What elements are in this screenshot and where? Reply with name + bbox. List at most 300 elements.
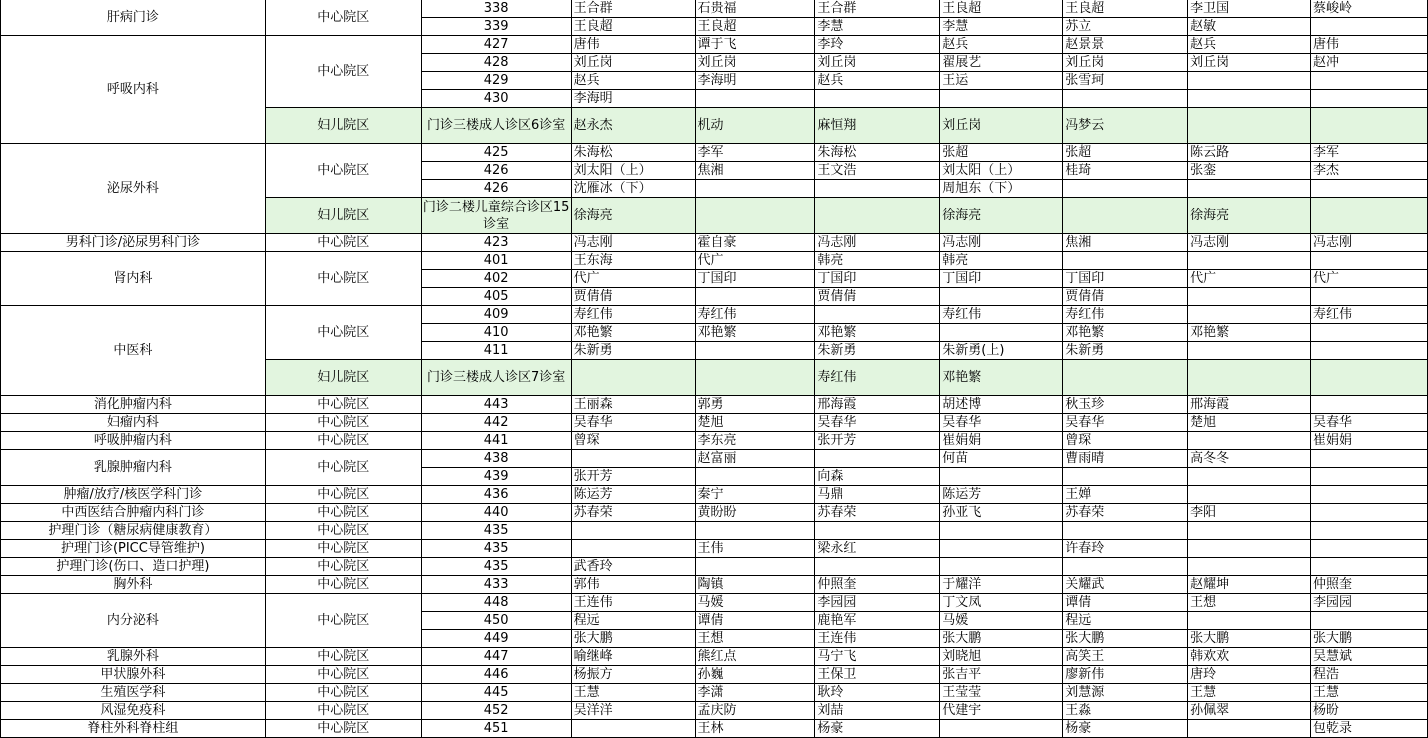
doctor-cell: 仲照奎: [1311, 576, 1428, 594]
doctor-cell: 邢海霞: [815, 396, 940, 414]
doctor-cell: 于耀洋: [940, 576, 1063, 594]
doctor-cell: 刘太阳（上）: [571, 162, 695, 180]
room-cell: 428: [421, 54, 571, 72]
doctor-cell: 崔娟娟: [940, 432, 1063, 450]
doctor-cell: [1311, 324, 1428, 342]
doctor-cell: [695, 468, 815, 486]
doctor-cell: 曾琛: [1063, 432, 1188, 450]
doctor-cell: [1311, 180, 1428, 198]
table-row: [1, 540, 1428, 558]
doctor-cell: 谭倩: [1063, 594, 1188, 612]
campus-cell: 中心院区: [265, 540, 421, 558]
doctor-cell: 杨昐: [1311, 702, 1428, 720]
doctor-cell: 徐海亮: [940, 198, 1063, 234]
doctor-cell: 朱新勇(上): [940, 342, 1063, 360]
doctor-cell: [695, 342, 815, 360]
doctor-cell: 沈雁冰（下）: [571, 180, 695, 198]
doctor-cell: 韩亮: [815, 252, 940, 270]
campus-cell: 妇儿院区: [265, 108, 421, 144]
doctor-cell: [815, 198, 940, 234]
doctor-cell: 高冬冬: [1188, 450, 1311, 468]
doctor-cell: 刘丘岗: [815, 54, 940, 72]
doctor-cell: 张大鹏: [571, 630, 695, 648]
doctor-cell: 孙巍: [695, 666, 815, 684]
doctor-cell: 王丽森: [571, 396, 695, 414]
doctor-cell: 丁国印: [695, 270, 815, 288]
room-cell: 429: [421, 72, 571, 90]
doctor-cell: 王合群: [815, 0, 940, 18]
department-cell: 脊柱外科脊柱组: [1, 720, 266, 738]
campus-cell: 中心院区: [265, 702, 421, 720]
doctor-cell: 程远: [1063, 612, 1188, 630]
doctor-cell: 王婵: [1063, 486, 1188, 504]
doctor-cell: [815, 522, 940, 540]
doctor-cell: 黄盼盼: [695, 504, 815, 522]
doctor-cell: 吴春华: [1311, 414, 1428, 432]
doctor-cell: 孙佩翠: [1188, 702, 1311, 720]
campus-cell: 中心院区: [265, 594, 421, 648]
campus-cell: 中心院区: [265, 684, 421, 702]
department-cell: 泌尿外科: [1, 144, 266, 234]
doctor-cell: 赵永杰: [571, 108, 695, 144]
doctor-cell: [940, 558, 1063, 576]
doctor-cell: 邓艳繁: [815, 324, 940, 342]
doctor-cell: [1188, 540, 1311, 558]
department-cell: 护理门诊(伤口、造口护理): [1, 558, 266, 576]
doctor-cell: 徐海亮: [571, 198, 695, 234]
doctor-cell: [1188, 612, 1311, 630]
room-cell: 426: [421, 180, 571, 198]
doctor-cell: 朱海松: [571, 144, 695, 162]
doctor-cell: 麻恒翔: [815, 108, 940, 144]
doctor-cell: 张吉平: [940, 666, 1063, 684]
doctor-cell: 程浩: [1311, 666, 1428, 684]
doctor-cell: 代广: [1311, 270, 1428, 288]
doctor-cell: [1188, 468, 1311, 486]
doctor-cell: 赵兵: [815, 72, 940, 90]
doctor-cell: [571, 540, 695, 558]
doctor-cell: [1063, 522, 1188, 540]
doctor-cell: 李杰: [1311, 162, 1428, 180]
doctor-cell: [695, 360, 815, 396]
doctor-cell: [695, 288, 815, 306]
campus-cell: 中心院区: [265, 504, 421, 522]
doctor-cell: 刘丘岗: [571, 54, 695, 72]
room-cell: 门诊二楼儿童综合诊区15诊室: [422, 199, 570, 232]
department-cell: 胸外科: [1, 576, 266, 594]
doctor-cell: 赵冲: [1311, 54, 1428, 72]
doctor-cell: 李慧: [815, 18, 940, 36]
doctor-cell: [1188, 486, 1311, 504]
doctor-cell: 赵耀坤: [1188, 576, 1311, 594]
room-cell: 435: [421, 558, 571, 576]
room-cell: 423: [421, 234, 571, 252]
doctor-cell: [1188, 90, 1311, 108]
doctor-cell: 杨豪: [815, 720, 940, 738]
doctor-cell: 寿红伟: [940, 306, 1063, 324]
doctor-cell: [1311, 558, 1428, 576]
campus-cell: 中心院区: [265, 666, 421, 684]
doctor-cell: 赵景景: [1063, 36, 1188, 54]
doctor-cell: [571, 720, 695, 738]
table-row: [1, 720, 1428, 738]
doctor-cell: 刘晓旭: [940, 648, 1063, 666]
doctor-cell: [1188, 72, 1311, 90]
doctor-cell: 耿玲: [815, 684, 940, 702]
doctor-cell: 丁国印: [1063, 270, 1188, 288]
doctor-cell: 丁国印: [940, 270, 1063, 288]
room-cell: 门诊三楼成人诊区6诊室: [421, 108, 571, 144]
department-cell: 中医科: [1, 306, 266, 396]
campus-cell: 中心院区: [265, 522, 421, 540]
doctor-cell: 寿红伟: [695, 306, 815, 324]
doctor-cell: [1188, 558, 1311, 576]
doctor-cell: 曾琛: [571, 432, 695, 450]
table-row: [1, 522, 1428, 540]
doctor-cell: 周旭东（下）: [940, 180, 1063, 198]
doctor-cell: 马鼎: [815, 486, 940, 504]
doctor-cell: 王慧: [1188, 684, 1311, 702]
doctor-cell: 马宁飞: [815, 648, 940, 666]
doctor-cell: 代广: [1188, 270, 1311, 288]
doctor-cell: [940, 720, 1063, 738]
doctor-cell: 王伟: [695, 540, 815, 558]
doctor-cell: [1311, 72, 1428, 90]
doctor-cell: [1188, 180, 1311, 198]
doctor-cell: 刘丘岗: [695, 54, 815, 72]
doctor-cell: 李海明: [571, 90, 695, 108]
doctor-cell: [815, 90, 940, 108]
doctor-cell: 包乾录: [1311, 720, 1428, 738]
room-cell: 402: [421, 270, 571, 288]
campus-cell: 中心院区: [265, 486, 421, 504]
room-cell: 448: [421, 594, 571, 612]
doctor-cell: 李阳: [1188, 504, 1311, 522]
room-cell: 442: [421, 414, 571, 432]
doctor-cell: [1311, 360, 1428, 396]
doctor-cell: 张大鹏: [940, 630, 1063, 648]
doctor-cell: [695, 90, 815, 108]
department-cell: 肿瘤/放疗/核医学科门诊: [1, 486, 266, 504]
campus-cell: 中心院区: [265, 396, 421, 414]
doctor-cell: 张开芳: [571, 468, 695, 486]
room-cell: 427: [421, 36, 571, 54]
campus-cell: 中心院区: [265, 720, 421, 738]
table-row: [1, 252, 1428, 270]
doctor-cell: 李潇: [695, 684, 815, 702]
department-cell: 妇瘤内科: [1, 414, 266, 432]
campus-cell: 中心院区: [265, 234, 421, 252]
room-cell: 443: [421, 396, 571, 414]
doctor-cell: 郭勇: [695, 396, 815, 414]
department-cell: 肝病门诊: [1, 0, 266, 36]
doctor-cell: 吴春华: [940, 414, 1063, 432]
doctor-cell: 王良超: [940, 0, 1063, 18]
doctor-cell: 吴洋洋: [571, 702, 695, 720]
doctor-cell: [1063, 90, 1188, 108]
doctor-cell: 邓艳繁: [571, 324, 695, 342]
doctor-cell: 冯志刚: [815, 234, 940, 252]
doctor-cell: 仲照奎: [815, 576, 940, 594]
doctor-cell: 李慧: [940, 18, 1063, 36]
doctor-cell: 邓艳繁: [695, 324, 815, 342]
room-cell: 440: [421, 504, 571, 522]
doctor-cell: 张超: [940, 144, 1063, 162]
department-cell: 乳腺肿瘤内科: [1, 450, 266, 486]
doctor-cell: 胡述博: [940, 396, 1063, 414]
doctor-cell: [1311, 252, 1428, 270]
doctor-cell: [1311, 468, 1428, 486]
campus-cell: 中心院区: [265, 306, 421, 360]
doctor-cell: 马媛: [695, 594, 815, 612]
doctor-cell: [1188, 342, 1311, 360]
doctor-cell: 冯志刚: [1188, 234, 1311, 252]
doctor-cell: 梁永红: [815, 540, 940, 558]
doctor-cell: [940, 90, 1063, 108]
room-cell: 425: [421, 144, 571, 162]
doctor-cell: [1063, 180, 1188, 198]
doctor-cell: 机动: [695, 108, 815, 144]
room-cell: 门诊三楼成人诊区7诊室: [421, 360, 571, 396]
doctor-cell: 唐伟: [1311, 36, 1428, 54]
room-cell: 449: [421, 630, 571, 648]
doctor-cell: 张超: [1063, 144, 1188, 162]
doctor-cell: [815, 450, 940, 468]
room-cell: 435: [421, 522, 571, 540]
doctor-cell: 王良超: [1063, 0, 1188, 18]
doctor-cell: 唐伟: [571, 36, 695, 54]
department-cell: 呼吸内科: [1, 36, 266, 144]
doctor-cell: 石贵福: [695, 0, 815, 18]
doctor-cell: 杨振方: [571, 666, 695, 684]
doctor-cell: 程远: [571, 612, 695, 630]
doctor-cell: 陶镇: [695, 576, 815, 594]
doctor-cell: 邓艳繁: [1188, 324, 1311, 342]
doctor-cell: 王林: [695, 720, 815, 738]
doctor-cell: 崔娟娟: [1311, 432, 1428, 450]
doctor-cell: [1311, 342, 1428, 360]
room-cell: 450: [421, 612, 571, 630]
doctor-cell: 赵富丽: [695, 450, 815, 468]
room-cell: 436: [421, 486, 571, 504]
doctor-cell: [1311, 90, 1428, 108]
doctor-cell: 王保卫: [815, 666, 940, 684]
doctor-cell: 王莹莹: [940, 684, 1063, 702]
room-cell: 410: [421, 324, 571, 342]
doctor-cell: 谭倩: [695, 612, 815, 630]
doctor-cell: 陈运芳: [571, 486, 695, 504]
doctor-cell: [1188, 108, 1311, 144]
doctor-cell: 苏春荣: [571, 504, 695, 522]
room-cell: 426: [421, 162, 571, 180]
doctor-cell: [571, 522, 695, 540]
doctor-cell: 朱新勇: [571, 342, 695, 360]
department-cell: 男科门诊/泌尿男科门诊: [1, 234, 266, 252]
doctor-cell: 熊红点: [695, 648, 815, 666]
doctor-cell: 赵兵: [571, 72, 695, 90]
doctor-cell: 刘丘岗: [1188, 54, 1311, 72]
doctor-cell: 王慧: [571, 684, 695, 702]
doctor-cell: 李卫国: [1188, 0, 1311, 18]
campus-cell: 中心院区: [265, 558, 421, 576]
campus-cell: 中心院区: [265, 648, 421, 666]
doctor-cell: 吴春华: [571, 414, 695, 432]
doctor-cell: 王文浩: [815, 162, 940, 180]
doctor-cell: 朱新勇: [1063, 342, 1188, 360]
room-cell: 435: [421, 540, 571, 558]
doctor-cell: 王良超: [571, 18, 695, 36]
doctor-cell: [1311, 198, 1428, 234]
doctor-cell: [1311, 504, 1428, 522]
department-cell: 内分泌科: [1, 594, 266, 648]
doctor-cell: 翟展艺: [940, 54, 1063, 72]
table-row: [1, 234, 1428, 252]
doctor-cell: [1311, 108, 1428, 144]
doctor-cell: 王连伟: [571, 594, 695, 612]
doctor-cell: 吴慧斌: [1311, 648, 1428, 666]
table-row: [1, 0, 1428, 18]
doctor-cell: 桂琦: [1063, 162, 1188, 180]
doctor-cell: 何苗: [940, 450, 1063, 468]
doctor-cell: [1063, 468, 1188, 486]
doctor-cell: 秦宁: [695, 486, 815, 504]
table-row: [1, 144, 1428, 162]
doctor-cell: 焦湘: [695, 162, 815, 180]
doctor-cell: [815, 558, 940, 576]
doctor-cell: [1311, 540, 1428, 558]
campus-cell: 中心院区: [265, 576, 421, 594]
doctor-cell: 刘丘岗: [1063, 54, 1188, 72]
doctor-cell: 霍自豪: [695, 234, 815, 252]
room-cell: 445: [421, 684, 571, 702]
doctor-cell: 孟庆防: [695, 702, 815, 720]
table-row: [1, 450, 1428, 468]
doctor-cell: [940, 540, 1063, 558]
doctor-cell: [1188, 432, 1311, 450]
doctor-cell: 张开芳: [815, 432, 940, 450]
doctor-cell: 吴春华: [815, 414, 940, 432]
doctor-cell: 王淼: [1063, 702, 1188, 720]
doctor-cell: 韩欢欢: [1188, 648, 1311, 666]
doctor-cell: 邓艳繁: [940, 360, 1063, 396]
doctor-cell: [1063, 558, 1188, 576]
doctor-cell: [940, 468, 1063, 486]
doctor-cell: 向森: [815, 468, 940, 486]
campus-cell: 中心院区: [265, 414, 421, 432]
doctor-cell: 高笑王: [1063, 648, 1188, 666]
doctor-cell: 赵敏: [1188, 18, 1311, 36]
campus-cell: 中心院区: [265, 36, 421, 108]
doctor-cell: 苏春荣: [815, 504, 940, 522]
campus-cell: 中心院区: [265, 432, 421, 450]
doctor-cell: 朱新勇: [815, 342, 940, 360]
doctor-cell: 张雪珂: [1063, 72, 1188, 90]
room-cell: 451: [421, 720, 571, 738]
doctor-cell: 喻继峰: [571, 648, 695, 666]
doctor-cell: 楚旭: [1188, 414, 1311, 432]
doctor-cell: 徐海亮: [1188, 198, 1311, 234]
doctor-cell: [695, 522, 815, 540]
doctor-cell: 苏立: [1063, 18, 1188, 36]
doctor-cell: 张銮: [1188, 162, 1311, 180]
campus-cell: 妇儿院区: [265, 198, 421, 234]
doctor-cell: [1311, 396, 1428, 414]
doctor-cell: 李玲: [815, 36, 940, 54]
doctor-cell: [1311, 486, 1428, 504]
doctor-cell: 李园园: [1311, 594, 1428, 612]
doctor-cell: 许春玲: [1063, 540, 1188, 558]
doctor-cell: 丁国印: [815, 270, 940, 288]
doctor-cell: 冯志刚: [1311, 234, 1428, 252]
doctor-cell: [1063, 360, 1188, 396]
campus-cell: 中心院区: [265, 252, 421, 306]
department-cell: 甲状腺外科: [1, 666, 266, 684]
room-cell: 447: [421, 648, 571, 666]
doctor-cell: 王良超: [695, 18, 815, 36]
room-cell: 433: [421, 576, 571, 594]
doctor-cell: 郭伟: [571, 576, 695, 594]
doctor-cell: [571, 360, 695, 396]
doctor-cell: [1188, 720, 1311, 738]
room-cell: 441: [421, 432, 571, 450]
room-cell: 401: [421, 252, 571, 270]
doctor-cell: 丁文凤: [940, 594, 1063, 612]
doctor-cell: 寿红伟: [1063, 306, 1188, 324]
doctor-cell: 代建宇: [940, 702, 1063, 720]
doctor-cell: 张大鹏: [1063, 630, 1188, 648]
table-row: [1, 594, 1428, 612]
doctor-cell: 冯志刚: [940, 234, 1063, 252]
doctor-cell: 邢海霞: [1188, 396, 1311, 414]
campus-cell: 中心院区: [265, 450, 421, 486]
doctor-cell: 邓艳繁: [1063, 324, 1188, 342]
doctor-cell: 唐玲: [1188, 666, 1311, 684]
doctor-cell: 王想: [695, 630, 815, 648]
table-row: [1, 702, 1428, 720]
doctor-cell: 孙亚飞: [940, 504, 1063, 522]
doctor-cell: 赵兵: [1188, 36, 1311, 54]
doctor-cell: 杨豪: [1063, 720, 1188, 738]
department-cell: 乳腺外科: [1, 648, 266, 666]
doctor-cell: [1188, 360, 1311, 396]
department-cell: 护理门诊（糖尿病健康教育）: [1, 522, 266, 540]
doctor-cell: 苏春荣: [1063, 504, 1188, 522]
department-cell: 风湿免疫科: [1, 702, 266, 720]
doctor-cell: 武香玲: [571, 558, 695, 576]
room-cell: 430: [421, 90, 571, 108]
doctor-cell: [695, 180, 815, 198]
doctor-cell: [1311, 450, 1428, 468]
table-row: [1, 504, 1428, 522]
doctor-cell: 鹿艳军: [815, 612, 940, 630]
doctor-cell: 王合群: [571, 0, 695, 18]
campus-cell: 中心院区: [265, 144, 421, 198]
doctor-cell: 曹雨晴: [1063, 450, 1188, 468]
doctor-cell: 谭于飞: [695, 36, 815, 54]
doctor-cell: [1311, 522, 1428, 540]
doctor-cell: [1188, 522, 1311, 540]
doctor-cell: 蔡峻岭: [1311, 0, 1428, 18]
table-row: [1, 414, 1428, 432]
doctor-cell: 李军: [695, 144, 815, 162]
doctor-cell: 贾倩倩: [815, 288, 940, 306]
table-row: [1, 486, 1428, 504]
doctor-cell: 寿红伟: [1311, 306, 1428, 324]
doctor-cell: 刘慧源: [1063, 684, 1188, 702]
room-cell: 409: [421, 306, 571, 324]
doctor-cell: [1188, 252, 1311, 270]
doctor-cell: 李海明: [695, 72, 815, 90]
